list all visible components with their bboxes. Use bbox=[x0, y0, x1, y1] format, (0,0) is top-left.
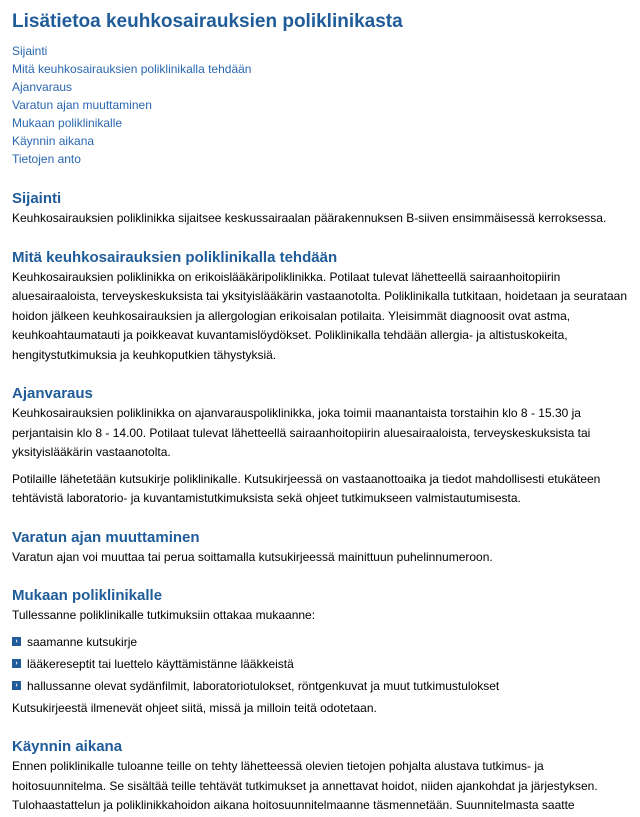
list-item bbox=[12, 675, 628, 697]
section-sijainti bbox=[12, 189, 628, 229]
section-muuttaminen bbox=[12, 528, 628, 568]
list-item-text: saamanne kutsukirje bbox=[27, 634, 138, 649]
table-of-contents bbox=[12, 42, 628, 168]
section-heading: Sijainti bbox=[12, 190, 62, 207]
toc-link-kaynnin[interactable]: Käynnin aikana bbox=[12, 134, 95, 148]
page-title: Lisätietoa keuhkosairauksien poliklinikasta bbox=[12, 11, 403, 32]
toc-link-mita[interactable]: Mitä keuhkosairauksien poliklinikalla tehdään bbox=[12, 62, 252, 76]
section-paragraph: Keuhkosairauksien poliklinikka sijaitsee keskussairaalan päärakennuksen B-siiven ensimmäisessä kerroksessa. bbox=[12, 211, 607, 225]
section-paragraph: Tullessanne poliklinikalle tutkimuksiin ottakaa mukaanne: bbox=[12, 608, 316, 622]
bullet-arrow-icon: › bbox=[12, 659, 21, 668]
toc-link-muuttaminen[interactable]: Varatun ajan muuttaminen bbox=[12, 98, 152, 112]
section-mita bbox=[12, 248, 628, 366]
toc-link-mukaan[interactable]: Mukaan poliklinikalle bbox=[12, 116, 123, 130]
toc-item bbox=[12, 132, 628, 150]
section-ajanvaraus bbox=[12, 384, 628, 509]
section-paragraph: Ennen poliklinikalle tuloanne teille on tehty lähetteessä olevien tietojen pohjalta alustava tutkimus- ja hoitosuunnitelma. Se sisältää teille tehtävät tutkimukset ja annettavat hoidot, niiden ajankohdat ja järjestyksen. Tulohaastattelun ja poliklinikkahoidon aikana hoitosuunnitelmaanne täsmennetään. Suunnitelmasta saatte bbox=[12, 759, 598, 812]
toc-item bbox=[12, 78, 628, 96]
section-paragraph: Keuhkosairauksien poliklinikka on erikoislääkäripoliklinikka. Potilaat tulevat lähetteellä sairaanhoitopiirin aluesairaaloista, terveyskeskuksista tai yksityislääkärin vastaanotolta. Poliklinikalla tutkitaan, hoidetaan ja seurataan hoidon jälkeen keuhkosairauksien ja allergologian erikoisalan potilaita. Yleisimmät diagnoosit ovat astma, keuhkoahtaumatauti ja poikkeavat kuvantamislöydökset. Poliklinikalla tehdään allergia- ja altistuskokeita, hengitystutkimuksia ja keuhkoputkien tähystyksiä. bbox=[12, 269, 627, 362]
toc-item bbox=[12, 42, 628, 60]
list-item-text: hallussanne olevat sydänfilmit, laboratoriotulokset, röntgenkuvat ja muut tutkimustulokset bbox=[27, 678, 500, 693]
section-mukaan bbox=[12, 586, 628, 718]
section-paragraph: Potilaille lähetetään kutsukirje poliklinikalle. Kutsukirjeessä on vastaanottoaika ja tiedot mahdollisesti etukäteen tehtävistä laboratorio- ja kuvantamistutkimuksista sekä ohjeet tutkimukseen valmistautumisesta. bbox=[12, 471, 601, 505]
toc-item bbox=[12, 114, 628, 132]
toc-item bbox=[12, 150, 628, 168]
section-heading: Mitä keuhkosairauksien poliklinikalla tehdään bbox=[12, 248, 338, 266]
bullet-arrow-icon: › bbox=[12, 681, 21, 690]
list-item bbox=[12, 653, 628, 675]
toc-link-sijainti[interactable]: Sijainti bbox=[12, 44, 48, 58]
section-kaynnin bbox=[12, 737, 628, 816]
section-heading: Varatun ajan muuttaminen bbox=[12, 528, 200, 546]
section-heading: Mukaan poliklinikalle bbox=[12, 587, 163, 604]
section-paragraph: Kutsukirjeestä ilmenevät ohjeet siitä, missä ja milloin teitä odotetaan. bbox=[12, 700, 377, 715]
list-item-text: lääkereseptit tai luettelo käyttämistänne lääkkeistä bbox=[27, 656, 294, 671]
section-heading: Ajanvaraus bbox=[12, 385, 93, 402]
toc-link-ajanvaraus[interactable]: Ajanvaraus bbox=[12, 80, 73, 94]
bullet-list bbox=[12, 631, 628, 697]
list-item bbox=[12, 631, 628, 653]
bullet-arrow-icon: › bbox=[12, 637, 21, 646]
section-paragraph: Varatun ajan voi muuttaa tai perua soittamalla kutsukirjeessä mainittuun puhelinnumeroon. bbox=[12, 549, 493, 564]
section-heading: Käynnin aikana bbox=[12, 738, 123, 755]
toc-link-tietojen-anto[interactable]: Tietojen anto bbox=[12, 152, 81, 166]
toc-item bbox=[12, 60, 628, 78]
section-paragraph: Keuhkosairauksien poliklinikka on ajanvarauspoliklinikka, joka toimii maanantaista torstaihin klo 8 - 15.30 ja perjantaisin klo 8 - 14.00. Potilaat tulevat lähetteellä sairaanhoitopiirin aluesairaaloista, terveyskeskuksista tai yksityislääkärin vastaanotolta. bbox=[12, 406, 591, 459]
toc-item bbox=[12, 96, 628, 114]
